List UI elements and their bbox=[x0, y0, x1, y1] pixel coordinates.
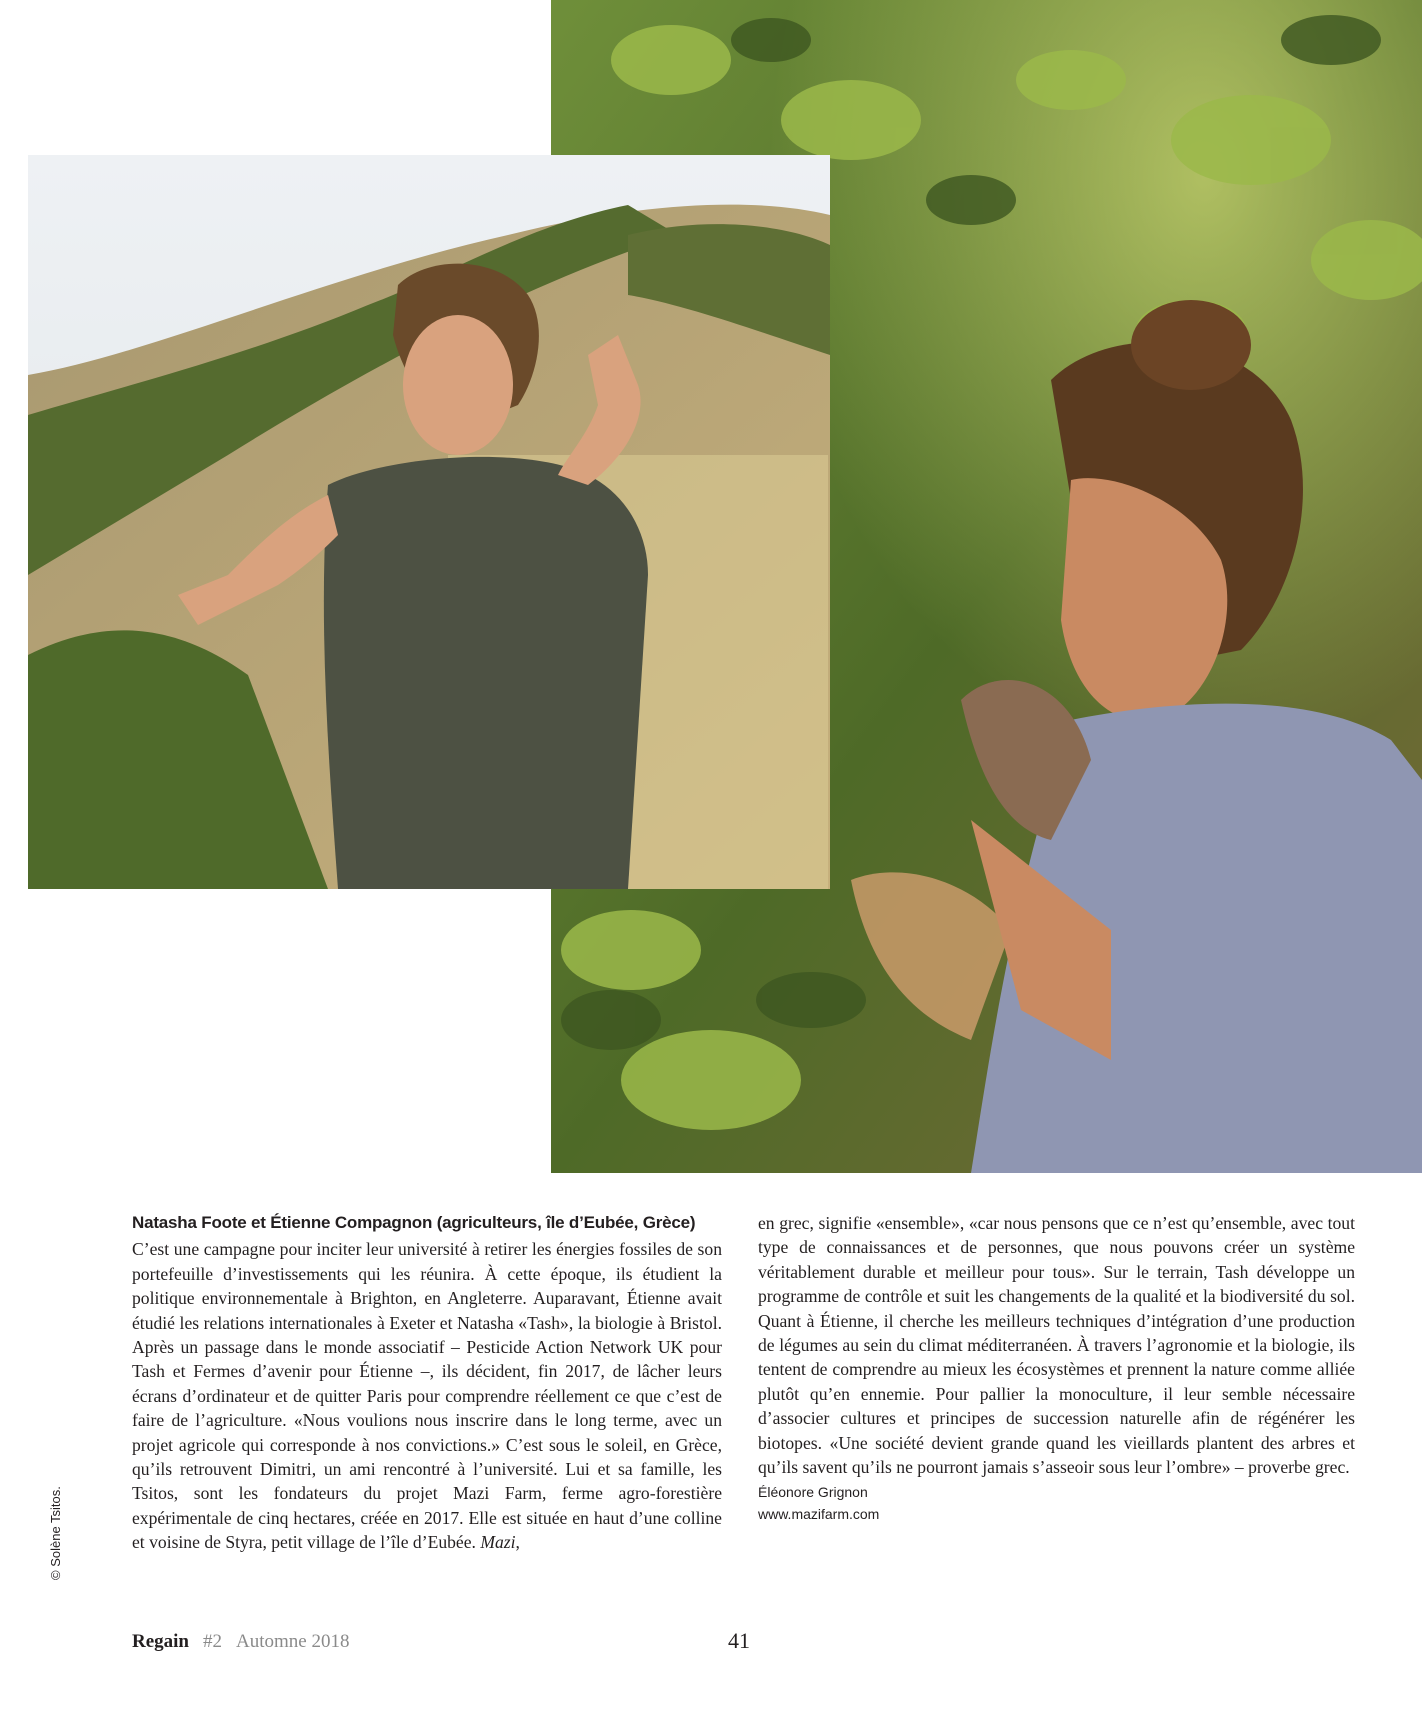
article-body-right: en grec, signifie «ensemble», «car nous pensons que ce n’est qu’ensemble, avec tout type de connaissances et de personnes, que nous pouvons créer un système véritablement durable et meilleur pour tous». Sur le terrain, Tash développe un programme de contrôle et suit les changements de la qualité et la biodiversité du sol. Quant à Étienne, il cherche les meilleurs techniques d’intégration d’une production de légumes au sein du climat méditerranéen. À travers l’agronomie et la biologie, ils tentent de comprendre au mieux les écosystèmes et prennent la nature comme alliée plutôt qu’en ennemie. Pour pallier la monoculture, il leur semble nécessaire d’associer cultures et principes de succession naturelle afin de régénérer les biotopes. «Une société devient grande quand les vieillards plantent des arbres et qu’ils savent qu’ils ne pourront jamais s’asseoir sous leur l’ombre» – proverbe grec. bbox=[758, 1213, 1355, 1478]
article-left-column bbox=[132, 1211, 722, 1555]
mazi-word: Mazi bbox=[480, 1532, 516, 1553]
page-number: 41 bbox=[728, 1628, 750, 1653]
article-body-left-text: C’est une campagne pour inciter leur université à retirer les énergies fossiles de son portefeuille d’investissements qui les réunira. À cette époque, ils étudient la politique environnementale à Brighton, en Angleterre. Auparavant, Étienne avait étudié les relations internationales à Exeter et Natasha «Tash», la biologie à Bristol. Après un passage dans le monde associatif – Pesticide Action Network UK pour Tash et Fermes d’avenir pour Étienne –, ils décident, fin 2017, de lâcher leurs écrans d’ordinateur et de quitter Paris pour comprendre réellement ce que c’est de faire de l’agriculture. «Nous voulions nous inscrire dans le long terme, avec un projet agricole qui corresponde à nos convictions.» C’est sous le soleil, en Grèce, qu’ils retrouvent Dimitri, un ami rencontré à l’université. Lui et sa famille, les Tsitos, sont les fondateurs du projet Mazi Farm, ferme agro-forestière expérimentale de cinq hectares, créée en 2017. Elle est située en haut d’une colline et voisine de Styra, petit village de l’île d’Eubée. bbox=[132, 1239, 722, 1553]
website-link[interactable]: www.mazifarm.com bbox=[758, 1506, 880, 1523]
author-signature: Éléonore Grignon bbox=[758, 1484, 868, 1501]
article-headline: Natasha Foote et Étienne Compagnon (agriculteurs, île d’Eubée, Grèce) bbox=[132, 1213, 696, 1232]
magazine-name: Regain bbox=[132, 1631, 189, 1652]
photo-man-hillside bbox=[28, 155, 830, 889]
issue-season: Automne 2018 bbox=[236, 1631, 350, 1652]
article-body-left bbox=[132, 1237, 722, 1554]
mazi-comma: , bbox=[515, 1532, 520, 1553]
photo-credit: © Solène Tsitos. bbox=[48, 1486, 63, 1580]
issue-number: #2 bbox=[203, 1631, 222, 1652]
page-footer bbox=[132, 1631, 349, 1653]
article-right-column bbox=[758, 1211, 1355, 1525]
